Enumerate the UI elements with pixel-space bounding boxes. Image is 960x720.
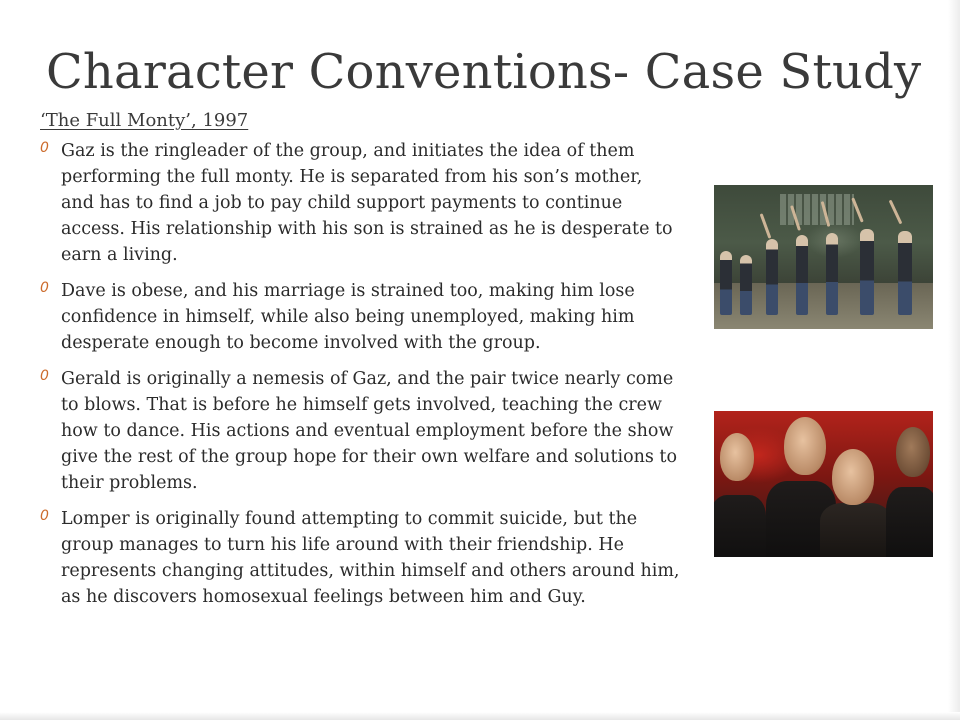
figure-face	[832, 449, 874, 505]
bullet-marker: 0	[40, 140, 49, 156]
bullet-text-gerald: Gerald is originally a nemesis of Gaz, and the pair twice nearly come to blows. That is before he himself gets involved, teaching the crew how to dance. His actions and eventual employment before the show give the rest of the group hope for their own welfare and solutions to their problems.	[61, 369, 677, 493]
bullet-text-dave: Dave is obese, and his marriage is strained too, making him lose confidence in himself, while also being unemployed, making him desperate enough to become involved with the group.	[61, 281, 635, 353]
figure-face	[896, 427, 930, 477]
bullet-marker: 0	[40, 280, 49, 296]
bullet-item	[40, 278, 680, 356]
figure	[826, 233, 838, 315]
slide-subtitle: ‘The Full Monty’, 1997	[40, 110, 249, 131]
raised-arm	[760, 213, 772, 238]
figure-coat	[714, 495, 766, 557]
figure	[796, 235, 808, 315]
figure-face	[784, 417, 826, 475]
figure	[898, 231, 912, 315]
film-still-group-closeup	[714, 411, 933, 557]
figure-coat	[820, 503, 892, 557]
figure-face	[720, 433, 754, 481]
bullet-list	[40, 138, 680, 620]
raised-arm	[889, 200, 903, 225]
figure-coat	[886, 487, 933, 557]
bullet-text-lomper: Lomper is originally found attempting to commit suicide, but the group manages to turn his life around with their friendship. He represents changing attitudes, within himself and others around him, as he discovers homosexual feelings between him and Guy.	[61, 509, 680, 607]
bullet-item	[40, 366, 680, 496]
bullet-text-gaz: Gaz is the ringleader of the group, and initiates the idea of them performing the full monty. He is separated from his son’s mother, and has to find a job to pay child support payments to continue access. His relationship with his son is strained as he is desperate to earn a living.	[61, 141, 673, 265]
film-still-group-rehearsal	[714, 185, 933, 329]
slide-bottom-edge-shadow	[0, 712, 960, 720]
bullet-item	[40, 506, 680, 610]
figure	[860, 229, 874, 315]
slide-right-edge-shadow	[948, 0, 960, 720]
figure	[720, 251, 732, 315]
figure	[766, 239, 778, 315]
bullet-marker: 0	[40, 368, 49, 384]
bullet-marker: 0	[40, 508, 49, 524]
figure	[740, 255, 752, 315]
bullet-item	[40, 138, 680, 268]
slide-title: Character Conventions- Case Study	[46, 44, 922, 100]
